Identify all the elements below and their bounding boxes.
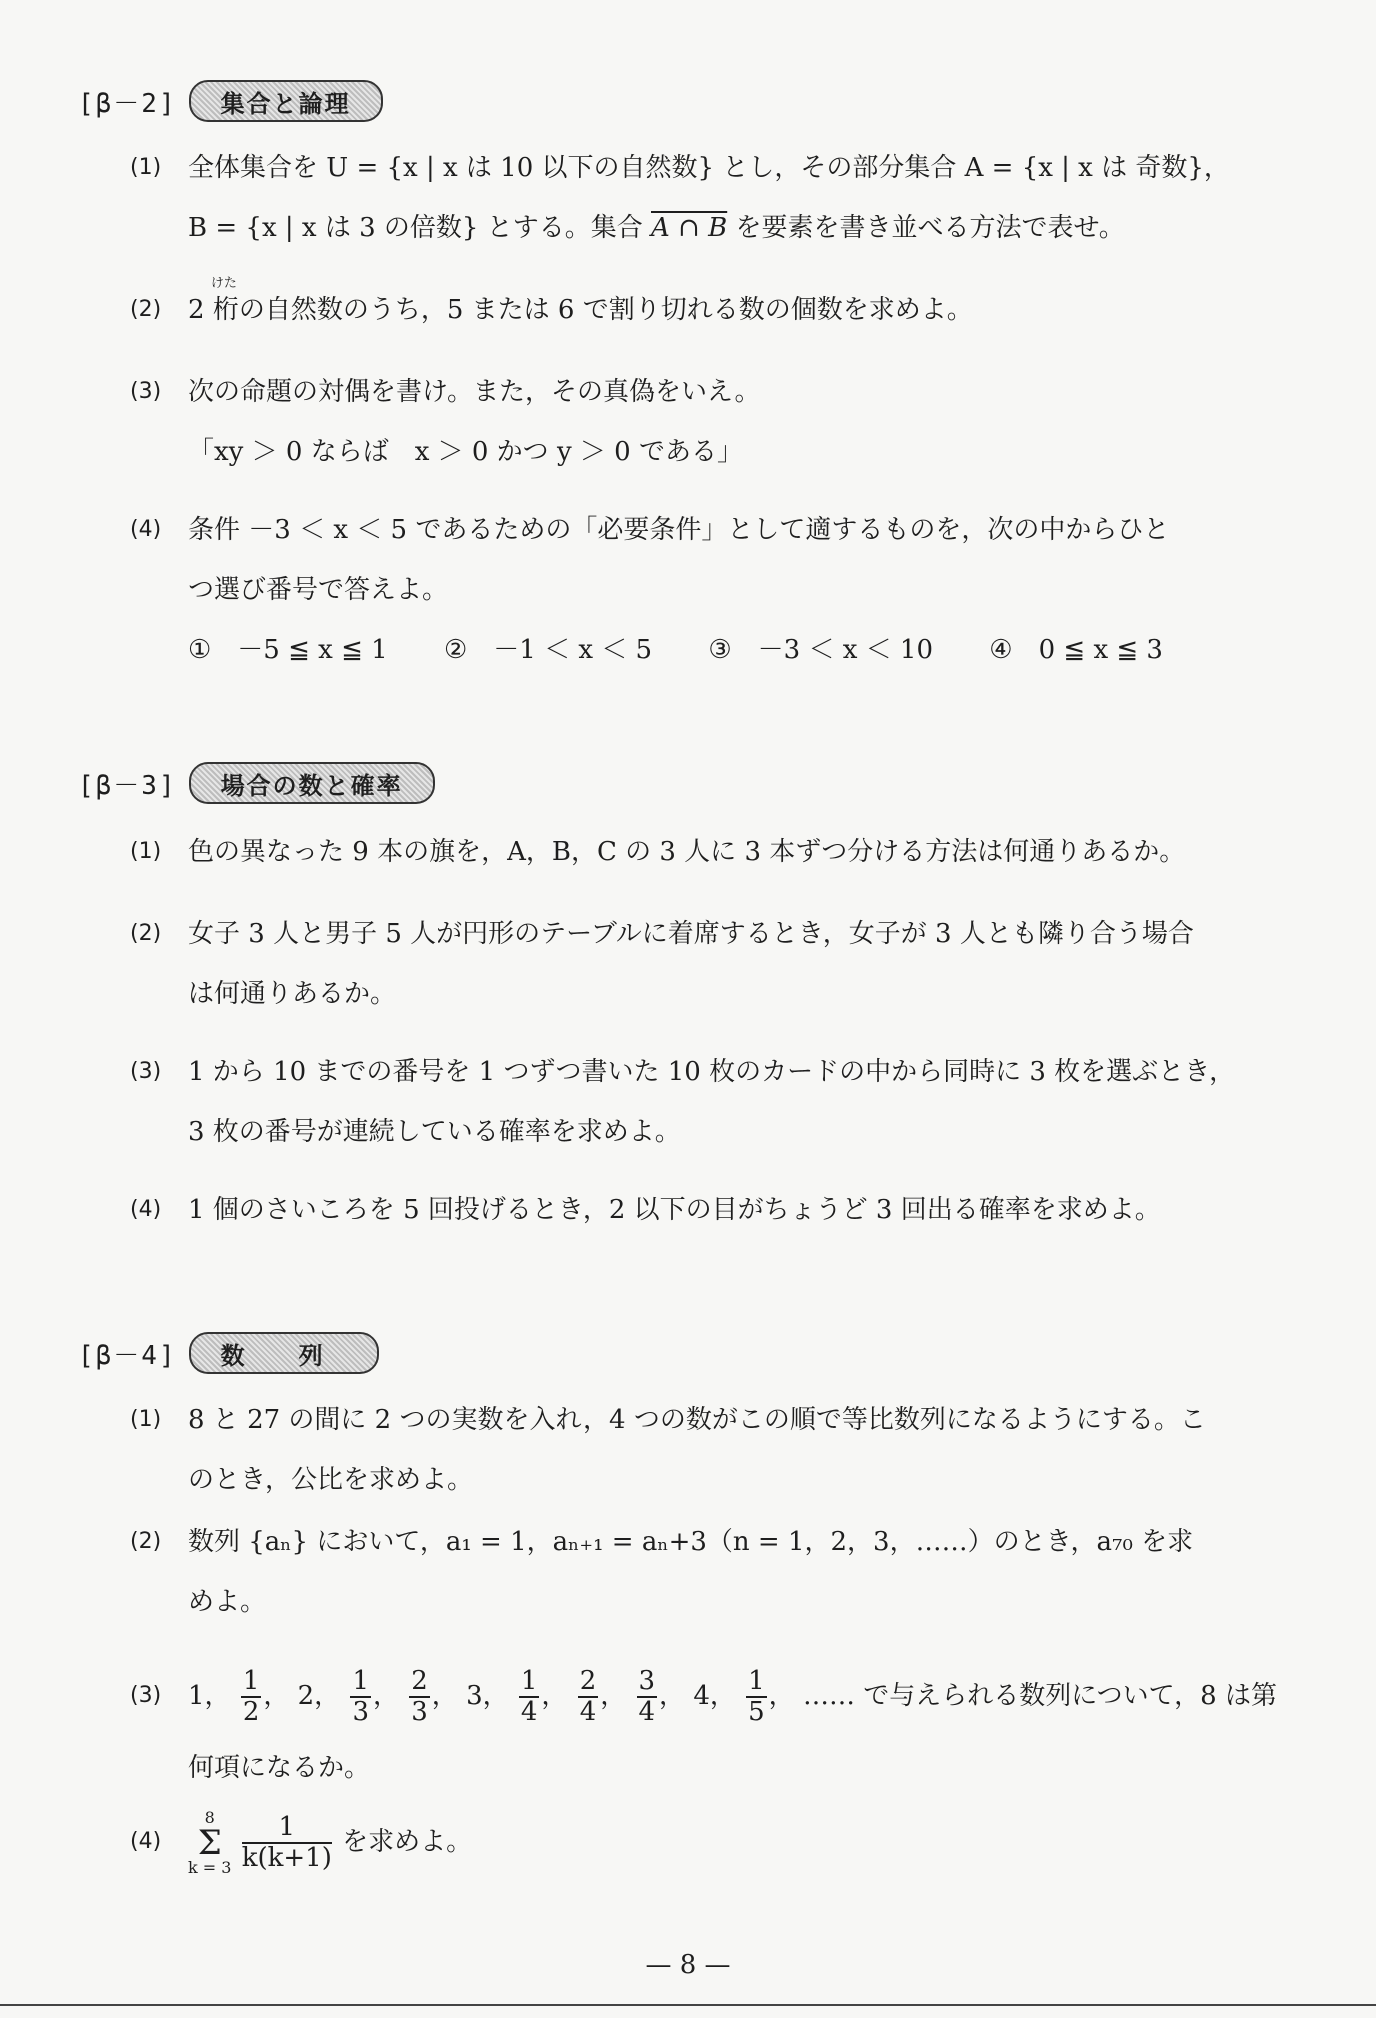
question-number: (1) <box>130 1407 162 1432</box>
sum-fraction: $\frac{1}{k(k+1)}$ <box>241 1812 332 1873</box>
bottom-rule <box>0 2004 1376 2006</box>
sum-lower: k = 3 <box>188 1858 232 1877</box>
question-text: めよ。 <box>188 1587 267 1617</box>
ruby-base: 桁 <box>212 295 239 325</box>
question-number: (2) <box>130 921 162 946</box>
question-text: 条件 －3 ＜ x ＜ 5 であるための「必要条件」として適するものを，次の中からひと <box>188 515 1170 545</box>
seq-fraction: $\frac{3}{4}$ <box>638 1666 656 1727</box>
question-b3-1 <box>130 822 1270 882</box>
question-b3-3 <box>130 1042 1270 1162</box>
question-text: は何通りあるか。 <box>188 979 397 1009</box>
question-number: (3) <box>130 1059 162 1084</box>
option-2: ② －1 ＜ x ＜ 5 <box>443 635 653 665</box>
question-b3-2 <box>130 904 1270 1024</box>
section-title-badge: 数列 <box>189 1332 379 1374</box>
section-label: [β－3] <box>78 770 177 801</box>
seq-fraction: $\frac{1}{4}$ <box>520 1666 538 1727</box>
question-number: (3) <box>130 1683 162 1708</box>
seq-int: 3 <box>466 1681 483 1711</box>
section-header-beta4 <box>78 1332 379 1374</box>
set-complement-expression: A ∩ B <box>651 213 728 243</box>
section-label: [β－2] <box>78 88 177 119</box>
question-number: (4) <box>130 1197 162 1222</box>
question-text: を要素を書き並べる方法で表せ。 <box>735 213 1125 243</box>
section-title-badge: 場合の数と確率 <box>189 762 435 804</box>
question-text: の自然数のうち，5 または 6 で割り切れる数の個数を求めよ。 <box>238 295 973 325</box>
seq-int: 4 <box>693 1681 710 1711</box>
section-header-beta3 <box>78 762 435 804</box>
question-text: 2 <box>188 295 205 325</box>
question-number: (1) <box>130 155 162 180</box>
question-b2-3 <box>130 362 1270 482</box>
seq-fraction: $\frac{2}{3}$ <box>411 1666 428 1727</box>
option-3: ③ －3 ＜ x ＜ 10 <box>708 635 934 665</box>
question-b4-4 <box>130 1800 1270 1884</box>
sequence-expression: 1， $\frac{1}{2}$ ， 2， $\frac{1}{3}$ ， $\frac{2}{3}$ ， 3， $\frac{1}{4}$ ， $\frac{2}{4}$ ， $\frac{3}{4}$ ， 4， $\frac{1}{5}$ ， …… で与えられる数列について，8 は第 <box>188 1666 1277 1727</box>
question-number: (4) <box>130 1829 162 1854</box>
page-number: — 8 — <box>645 1950 731 1980</box>
question-text: 1 から 10 までの番号を 1 つずつ書いた 10 枚のカードの中から同時に 3 枚を選ぶとき， <box>188 1057 1236 1087</box>
question-number: (2) <box>130 297 162 322</box>
sigma-symbol: Σ <box>197 1823 222 1863</box>
section-header-beta2 <box>78 80 383 122</box>
question-text: 8 と 27 の間に 2 つの実数を入れ，4 つの数がこの順で等比数列になるようにする。こ <box>188 1405 1206 1435</box>
question-text: 女子 3 人と男子 5 人が円形のテーブルに着席するとき，女子が 3 人とも隣り合う場合 <box>188 919 1194 949</box>
seq-fraction: $\frac{1}{2}$ <box>242 1666 260 1727</box>
question-b4-2 <box>130 1512 1270 1632</box>
ruby-annotation: けた <box>210 276 237 291</box>
question-b2-1 <box>130 138 1270 258</box>
question-text: B = {x | x は 3 の倍数} とする。集合 <box>188 213 643 243</box>
sum-upper: 8 <box>204 1808 215 1827</box>
summation <box>188 1810 231 1876</box>
question-number: (2) <box>130 1529 162 1554</box>
seq-fraction: $\frac{2}{4}$ <box>579 1666 597 1727</box>
question-text: …… で与えられる数列について，8 は第 <box>802 1681 1277 1711</box>
question-text: 3 枚の番号が連続している確率を求めよ。 <box>188 1117 681 1147</box>
question-text: を求めよ。 <box>342 1827 473 1857</box>
seq-int: 2 <box>297 1681 315 1711</box>
question-text: 1 個のさいころを 5 回投げるとき，2 以下の目がちょうど 3 回出る確率を求めよ。 <box>188 1195 1161 1225</box>
question-number: (4) <box>130 517 162 542</box>
question-number: (3) <box>130 379 162 404</box>
option-1: ① －5 ≦ x ≦ 1 <box>188 635 388 665</box>
seq-int: 1 <box>188 1681 205 1711</box>
question-text: 色の異なった 9 本の旗を，A，B，C の 3 人に 3 本ずつ分ける方法は何通りあるか。 <box>188 837 1186 867</box>
question-b3-4 <box>130 1180 1270 1240</box>
question-b4-3 <box>130 1660 1277 1804</box>
proposition: 「xy ＞ 0 ならば x ＞ 0 かつ y ＞ 0 である」 <box>188 437 743 467</box>
question-text: 全体集合を U = {x | x は 10 以下の自然数} とし，その部分集合 A = {x | x は 奇数}， <box>188 153 1230 183</box>
seq-fraction: $\frac{1}{5}$ <box>748 1666 765 1727</box>
question-b2-2 <box>130 276 1270 340</box>
section-label: [β－4] <box>78 1340 177 1371</box>
section-title-badge: 集合と論理 <box>189 80 383 122</box>
question-b4-1 <box>130 1390 1270 1510</box>
seq-fraction: $\frac{1}{3}$ <box>352 1666 369 1727</box>
question-text: つ選び番号で答えよ。 <box>188 575 449 605</box>
question-b2-4 <box>130 500 1270 680</box>
question-text: 次の命題の対偶を書け。また，その真偽をいえ。 <box>188 377 761 407</box>
question-text: 数列 {aₙ} において，a₁ = 1，aₙ₊₁ = aₙ+3（n = 1，2，3，……）のとき，a₇₀ を求 <box>188 1527 1194 1557</box>
question-text: 何項になるか。 <box>188 1753 371 1783</box>
question-text: のとき，公比を求めよ。 <box>188 1465 473 1495</box>
option-4: ④ 0 ≦ x ≦ 3 <box>989 635 1163 665</box>
question-number: (1) <box>130 839 162 864</box>
